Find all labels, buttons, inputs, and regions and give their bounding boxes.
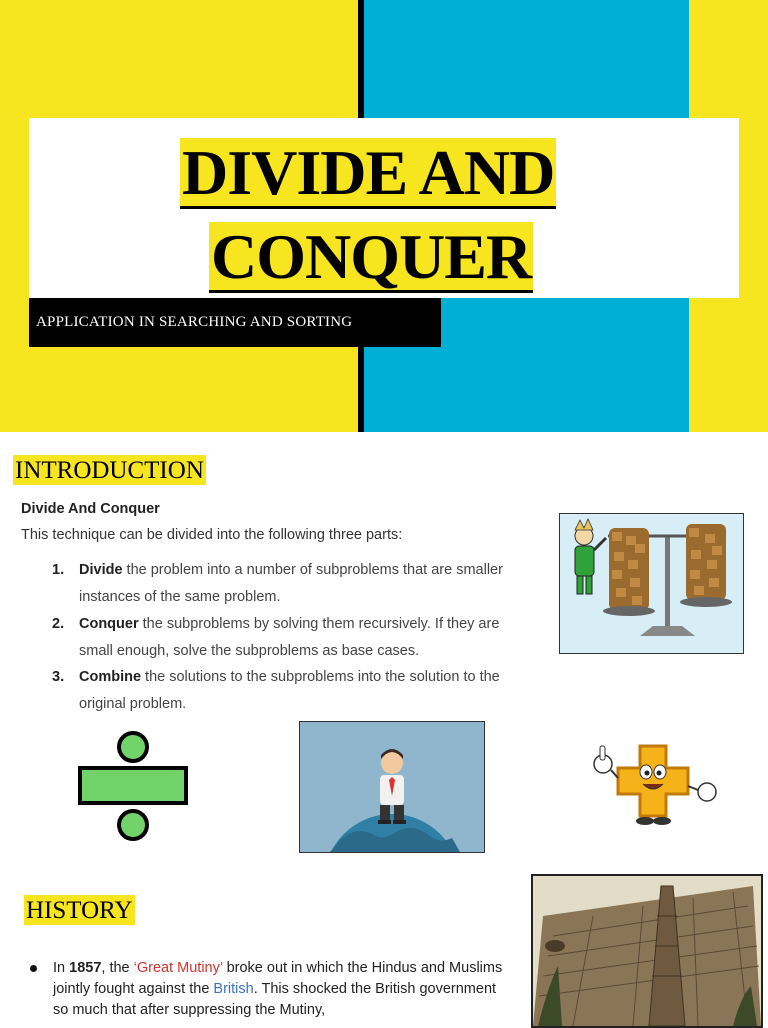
title-slide bbox=[0, 0, 768, 432]
list-item bbox=[52, 664, 522, 718]
list-item bbox=[52, 611, 522, 665]
list-text: the subproblems by solving them recursively. If they are small enough, solve the subproblems as base cases. bbox=[79, 616, 500, 659]
title-line-1: DIVIDE AND bbox=[182, 137, 555, 208]
british-link: British bbox=[213, 981, 254, 997]
history-year: 1857 bbox=[69, 960, 102, 976]
history-paragraph bbox=[53, 958, 513, 1021]
walled-city-engraving bbox=[531, 874, 763, 1028]
list-term: Conquer bbox=[79, 616, 139, 632]
list-number: 2. bbox=[52, 616, 65, 632]
balance-scale-illustration bbox=[559, 513, 744, 654]
plus-sign-character-icon bbox=[585, 742, 725, 826]
bullet-icon bbox=[30, 965, 37, 972]
history-text-part: . This shocked the British government so much that after suppressing the Mutiny, bbox=[53, 981, 497, 1018]
division-sign-icon bbox=[72, 728, 194, 844]
title-line-2: CONQUER bbox=[211, 221, 532, 292]
list-term: Divide bbox=[79, 562, 123, 578]
list-text: the problem into a number of subproblems that are smaller instances of the same problem. bbox=[79, 562, 503, 605]
history-text-part: In bbox=[53, 960, 70, 976]
subtitle: APPLICATION IN SEARCHING AND SORTING bbox=[36, 314, 353, 330]
history-heading: HISTORY bbox=[26, 897, 133, 924]
introduction-description: This technique can be divided into the following three parts: bbox=[21, 527, 403, 543]
introduction-heading: INTRODUCTION bbox=[15, 457, 204, 484]
great-mutiny-link: ‘Great Mutiny’ bbox=[133, 960, 223, 976]
list-text: the solutions to the subproblems into the solution to the original problem. bbox=[79, 669, 500, 712]
history-text-part: broke out in which the Hindus and Muslims jointly fought against the bbox=[53, 960, 503, 997]
list-number: 3. bbox=[52, 669, 65, 685]
history-text-part: , the bbox=[101, 960, 134, 976]
introduction-subheading: Divide And Conquer bbox=[21, 501, 160, 517]
list-item bbox=[52, 557, 522, 611]
list-term: Combine bbox=[79, 669, 142, 685]
list-number: 1. bbox=[52, 562, 65, 578]
man-sitting-on-globe-illustration bbox=[299, 721, 485, 853]
